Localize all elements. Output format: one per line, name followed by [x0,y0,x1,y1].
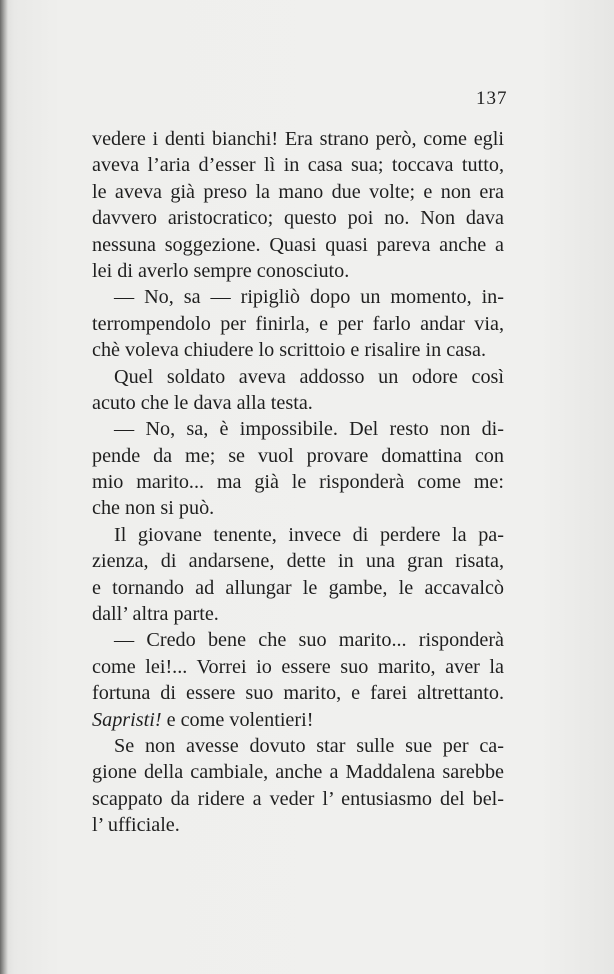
text-line: Quel soldato aveva addosso un odore così [114,365,504,388]
text-line: — No, sa — ripigliò dopo un momento, in- [114,286,504,309]
text-fragment: e come volentieri! [166,708,314,731]
body-text [92,126,504,839]
italic-exclamation: Sapristi! [92,708,162,731]
text-line: mio marito... ma già le risponderà come me: [92,471,504,494]
text-line: davvero aristocratico; questo poi no. Non dava [92,207,504,230]
text-line: vedere i denti bianchi! Era strano però, come egli [92,128,504,150]
text-line: chè voleva chiudere lo scrittoio e risalire in casa. [92,339,487,362]
text-line: lei di averlo sempre conosciuto. [92,259,350,282]
text-line: — No, sa, è impossibile. Del resto non di- [114,418,504,441]
text-line: scappato da ridere a veder l’ entusiasmo del bel- [92,787,504,810]
text-line: acuto che le dava alla testa. [92,391,313,414]
text-line: gione della cambiale, anche a Maddalena sarebbe [92,761,504,784]
text-line: Se non avesse dovuto star sulle sue per ca- [114,734,504,757]
text-line: l’ ufficiale. [92,814,180,837]
text-line: le aveva già preso la mano due volte; e non era [92,180,504,203]
text-line: fortuna di essere suo marito, e farei altrettanto. [92,682,504,705]
text-line: zienza, di andarsene, dette in una gran risata, [92,550,504,573]
text-line: terrompendolo per finirla, e per farlo andar via, [92,312,504,335]
page-edge-shadow [0,0,8,974]
text-line: nessuna soggezione. Quasi quasi pareva anche a [92,233,504,256]
page-number: 137 [476,88,508,109]
text-line [92,707,504,733]
text-line: dall’ altra parte. [92,603,219,626]
text-line: come lei!... Vorrei io essere suo marito, aver la [92,655,504,678]
text-line: — Credo bene che suo marito... risponderà [114,629,504,652]
text-line: aveva l’aria d’esser lì in casa sua; toccava tutto, [92,154,504,177]
text-line: che non si può. [92,497,215,520]
text-line: Il giovane tenente, invece di perdere la pa- [114,523,504,546]
text-line: e tornando ad allungar le gambe, le accavalcò [92,576,504,599]
text-line: pende da me; se vuol provare domattina con [92,444,504,467]
